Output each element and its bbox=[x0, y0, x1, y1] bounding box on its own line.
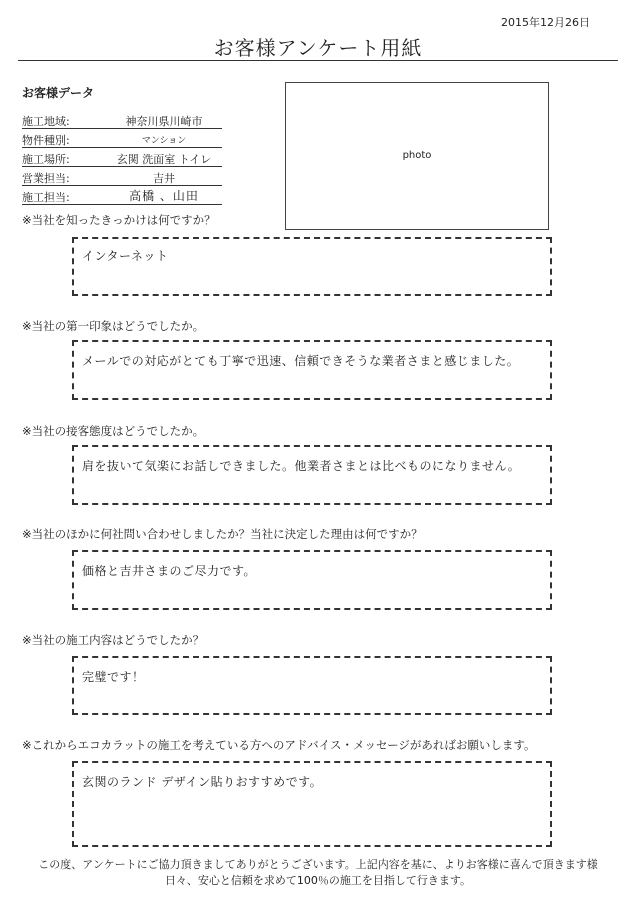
info-value-handwritten: 高橋 、山田 bbox=[129, 189, 199, 203]
answer-box-2 bbox=[72, 340, 552, 400]
info-value: 吉井 bbox=[153, 172, 175, 185]
customer-data-heading: お客様データ bbox=[22, 86, 95, 100]
page-title: お客様アンケート用紙 bbox=[213, 36, 423, 60]
info-row-area bbox=[22, 110, 222, 129]
customer-data-table bbox=[22, 110, 222, 205]
question-5: ※当社の施工内容はどうでしたか？ bbox=[22, 633, 205, 647]
question-1: ※当社を知ったきっかけは何ですか？ bbox=[22, 213, 216, 227]
info-value: 神奈川県川崎市 bbox=[125, 115, 203, 128]
info-label: 施工担当: bbox=[22, 191, 70, 204]
answer-text-2: メールでの対応がとても丁寧で迅速、信頼できそうな業者さまと感じました。 bbox=[82, 354, 520, 368]
answer-text-4: 価格と吉井さまのご尽力です。 bbox=[82, 564, 257, 578]
footer-line-2: 日々、安心と信頼を求めて100％の施工を目指して行きます。 bbox=[164, 874, 472, 887]
info-row-installer bbox=[22, 186, 222, 205]
question-2: ※当社の第一印象はどうでしたか。 bbox=[22, 319, 205, 333]
title-divider bbox=[18, 60, 618, 61]
question-4: ※当社のほかに何社問い合わせしましたか？当社に決定した理由は何ですか？ bbox=[22, 527, 423, 541]
info-row-property-type bbox=[22, 129, 222, 148]
survey-date: 2015年12月26日 bbox=[501, 16, 590, 29]
info-row-location bbox=[22, 148, 222, 167]
info-value: マンション bbox=[141, 136, 187, 146]
answer-text-3: 肩を抜いて気楽にお話しできました。他業者さまとは比べものになりません。 bbox=[82, 459, 521, 473]
info-row-sales-rep bbox=[22, 167, 222, 186]
info-label: 物件種別: bbox=[22, 134, 70, 147]
info-label: 施工地域: bbox=[22, 115, 70, 128]
photo-label: photo bbox=[402, 150, 432, 161]
answer-text-6: 玄関のランド デザイン貼りおすすめです。 bbox=[82, 775, 323, 789]
question-6: ※これからエコカラットの施工を考えている方へのアドバイス・メッセージがあればお願いします。 bbox=[22, 738, 536, 752]
info-label: 営業担当: bbox=[22, 172, 70, 185]
answer-text-5: 完璧です！ bbox=[82, 670, 145, 684]
footer-line-1: この度、アンケートにご協力頂きましてありがとうございます。上記内容を基に、よりお客様に喜んで頂きます様 bbox=[38, 858, 598, 871]
answer-box-6 bbox=[72, 761, 552, 847]
question-3: ※当社の接客態度はどうでしたか。 bbox=[22, 424, 205, 438]
answer-box-1 bbox=[72, 237, 552, 296]
answer-box-3 bbox=[72, 445, 552, 505]
info-value: 玄関 洗面室 トイレ bbox=[116, 153, 212, 166]
answer-box-5 bbox=[72, 656, 552, 715]
answer-text-1: インターネット bbox=[82, 249, 169, 263]
info-label: 施工場所: bbox=[22, 153, 70, 166]
answer-box-4 bbox=[72, 550, 552, 610]
